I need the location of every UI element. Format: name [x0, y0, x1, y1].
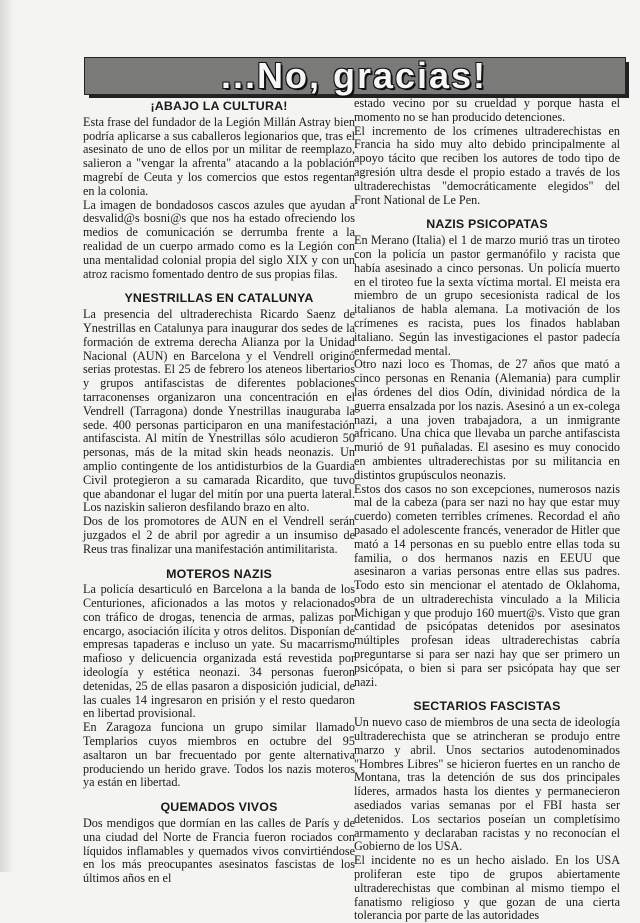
section-heading: ¡ABAJO LA CULTURA! [150, 99, 288, 113]
paragraph: En Merano (Italia) el 1 de marzo murió tras un tiroteo con la policía un pastor germanófilo y racista que había asesinado a cinco personas. Un policía muerto en el tiroteo fue la sexta víctima mortal. El meista era miembro de un grupo secesionista radical de los italianos de habla alemana. La motivación de los crímenes es racista, pues los finados hablaban italiano. Según las investigaciones el pastor padecía enfermedad mental. [354, 233, 620, 358]
paragraph: Estos dos casos no son excepciones, numerosos nazis mal de la cabeza (para ser nazi no hay que estar muy cuerdo) cometen terribles crímenes. Recordad el año pasado el adolescente francés, venerador de Hitler que mató a 14 personas en su pueblo entre ellas toda su familia, o dos hermanos nazis en EEUU que asesinaron a varias personas entre ellas sus padres. Todo esto sin mencionar el atentado de Oklahoma, obra de un ultraderechista vinculado a la Milicia Michigan y que produjo 160 muert@s. Visto que gran cantidad de psicópatas detenidos por asesinatos múltiples profesan ideas ultraderechistas cabría preguntarse si para ser nazi hay que ser primero un psicópata, o bien si para ser psicópata hay que ser nazi. [354, 481, 620, 689]
paragraph: estado vecino por su crueldad y porque hasta el momento no se han producido detenciones. [354, 96, 620, 124]
paragraph: El incremento de los crímenes ultraderechistas en Francia ha sido muy alto debido principalmente al apoyo tácito que reciben los autores de todo tipo de agresión ultra desde el propio estado a través de los ultraderechistas "democráticamente elegidos" del Front National de Le Pen. [354, 123, 620, 207]
paragraph: Dos de los promotores de AUN en el Vendrell serán juzgados el 2 de abril por agredir a un insumiso de Reus tras finalizar una manifestación antimilitarista. [83, 514, 355, 556]
section-heading: SECTARIOS FASCISTAS [413, 699, 561, 714]
paragraph: Esta frase del fundador de la Legión Millán Astray bien podría aplicarse a sus caballeros legionarios que, tras el asesinato de uno de ellos por un militar de reemplazo, salieron a "vengar la afrenta" atacando a la población magrebí de Ceuta y los comercios que estos regentan en la colonia. [83, 114, 355, 198]
page-title: ...No, gracias! [220, 55, 488, 96]
paragraph: Un nuevo caso de miembros de una secta de ideología ultraderechista que se atrincheran se produjo entre marzo y abril. Unos sectarios autodenominados "Hombres Libres" se hicieron fuertes en un rancho de Montana, tras la detención de sus dos principales líderes, armados hasta los dientes y permanecieron asediados varias semanas por el FBI hasta ser detenidos. Los sectarios poseían un completísimo armamento y declaraban racistas y no reconocían el Gobierno de los USA. [354, 715, 620, 854]
paragraph: El incidente no es un hecho aislado. En los USA proliferan este tipo de grupos abiertamente ultraderechistas que combinan al mismo tiempo el fanatismo religioso y que gozan de una cierta tolerancia por parte de las autoridades [354, 853, 620, 923]
section-heading: MOTEROS NAZIS [166, 566, 272, 581]
paragraph: En Zaragoza funciona un grupo similar llamado Templarios cuyos miembros en octubre del 95 asaltaron un bar frecuentado por gente alternativa produciendo un herido grave. Todos los nazis moteros ya están en libertad. [83, 720, 355, 790]
paragraph: Dos mendigos que dormían en las calles de París y de una ciudad del Norte de Francia fueron rociados con líquidos inflamables y quemados vivos convirtiéndose en los más preocupantes asesinatos fascistas de los últimos años en el [83, 816, 355, 886]
title-banner [84, 57, 630, 97]
section-heading: YNESTRILLAS EN CATALUNYA [124, 291, 314, 306]
paragraph: La imagen de bondadosos cascos azules que ayudan a desvalid@s bosni@s que nos ha estado ofreciendo los medios de comunicación se derrumba frente a la realidad de un cuerpo armado como es la Legión con una mentalidad colonial propia del siglo XIX y con un atroz racismo fomentado dentro de sus propias filas. [83, 197, 355, 281]
paragraph: La presencia del ultraderechista Ricardo Saenz de Ynestrillas en Catalunya para inaugurar dos sedes de la formación de extrema derecha Alianza por la Unidad Nacional (AUN) en Barcelona y el Vendrell originó serias protestas. El 25 de febrero los ateneos libertarios y grupos antifascistas de diferentes poblaciones tarraconenses organizaron una concentración en el Vendrell (Tarragona) donde Ynestrillas inauguraba la sede. 400 personas participaron en una manifestación antifascista. Al mitín de Ynestrillas sólo acudieron 50 personas, más de la mitad skin heads neonazis. Un amplio contingente de los antidisturbios de la Guardia Civil protegieron a su camarada Ricardito, que tuvo que abandonar el lugar del mitín por una puerta lateral. Los naziskin salieron desfilando brazo en alto. [83, 307, 355, 515]
paragraph: La policía desarticuló en Barcelona a la banda de los Centuriones, aficionados a las motos y relacionados con tráfico de drogas, tenencia de armas, palizas por encargo, asociación ilícita y otros delitos. Disponían de empresas tapaderas e incluso un yate. Su macarrismo mafioso y delicuencia organizada está revestida por ideología y estética neonazi. 34 personas fueron detenidas, 25 de ellas pasaron a disposición judicial, de las cuales 14 ingresaron en prisión y el resto quedaron en libertad provisional. [83, 582, 355, 721]
scan-edge-shadow [0, 0, 14, 872]
section-heading: QUEMADOS VIVOS [160, 800, 278, 815]
right-column [354, 97, 620, 923]
left-column [83, 97, 355, 886]
paragraph: Otro nazi loco es Thomas, de 27 años que mató a cinco personas en Renania (Alemania) para cumplir las órdenes del dios Odín, divinidad nórdica de la guerra ensalzada por los nazis. Asesinó a un ex-colega nazi, a una joven trabajadora, a un inmigrante africano. Una chica que llevaba un parche antifascista murió de 91 puñaladas. El asesino es muy conocido en ambientes ultraderechistas por su militancia en distintos grupúsculos neonazis. [354, 357, 620, 482]
section-heading: NAZIS PSICOPATAS [426, 217, 548, 232]
